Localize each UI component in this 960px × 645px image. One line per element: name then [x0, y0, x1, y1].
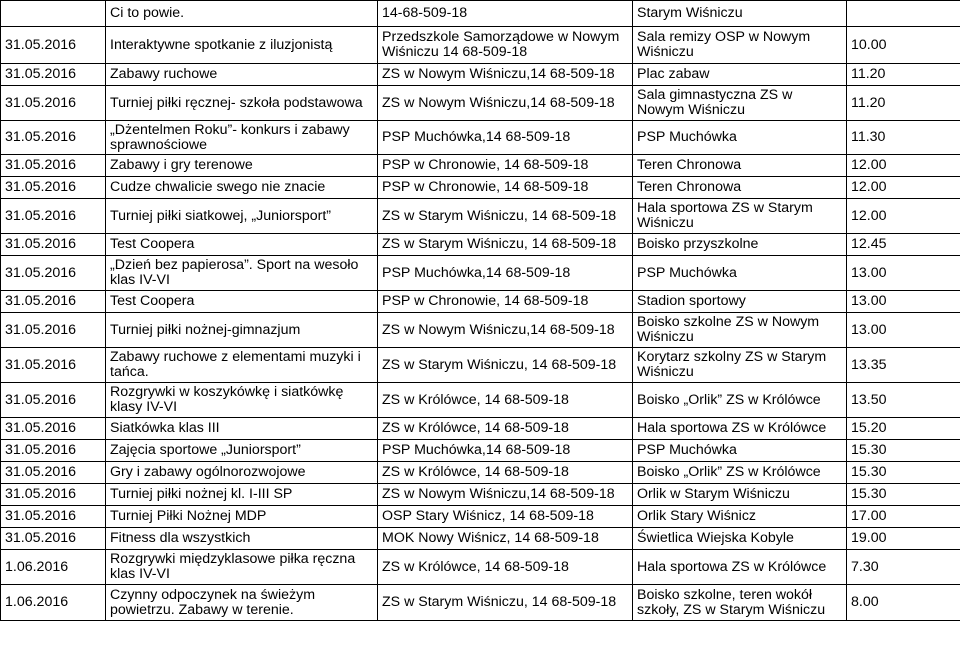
table-row [1, 585, 960, 621]
event-cell: Zajęcia sportowe „Juniorsport” [106, 440, 378, 462]
time-cell: 15.30 [847, 462, 960, 484]
organizer-cell: PSP w Chronowie, 14 68-509-18 [378, 291, 633, 313]
organizer-cell: Przedszkole Samorządowe w Nowym Wiśniczu 14 68-509-18 [378, 27, 633, 64]
place-cell: PSP Muchówka [633, 440, 847, 462]
table-row [1, 506, 960, 528]
organizer-cell: ZS w Królówce, 14 68-509-18 [378, 418, 633, 440]
organizer-cell: ZS w Nowym Wiśniczu,14 68-509-18 [378, 86, 633, 121]
table-row [1, 418, 960, 440]
event-cell: Turniej Piłki Nożnej MDP [106, 506, 378, 528]
place-cell: PSP Muchówka [633, 256, 847, 291]
table-row [1, 86, 960, 121]
place-cell: Orlik w Starym Wiśniczu [633, 484, 847, 506]
time-cell: 11.30 [847, 121, 960, 155]
event-cell: Turniej piłki siatkowej, „Juniorsport” [106, 199, 378, 234]
event-cell: „Dzień bez papierosa”. Sport na wesoło klas IV-VI [106, 256, 378, 291]
time-cell: 15.30 [847, 440, 960, 462]
place-cell: Hala sportowa ZS w Starym Wiśniczu [633, 199, 847, 234]
table-row [1, 256, 960, 291]
table-row [1, 528, 960, 550]
organizer-cell: ZS w Nowym Wiśniczu,14 68-509-18 [378, 64, 633, 86]
place-cell: Boisko szkolne, teren wokół szkoły, ZS w Starym Wiśniczu [633, 585, 847, 621]
date-cell: 31.05.2016 [1, 506, 106, 528]
place-cell: Świetlica Wiejska Kobyle [633, 528, 847, 550]
event-cell: Rozgrywki międzyklasowe piłka ręczna klas IV-VI [106, 550, 378, 585]
date-cell: 31.05.2016 [1, 177, 106, 199]
event-cell: Turniej piłki nożnej-gimnazjum [106, 313, 378, 348]
table-row [1, 291, 960, 313]
table-row [1, 462, 960, 484]
organizer-cell: PSP Muchówka,14 68-509-18 [378, 121, 633, 155]
table-row [1, 313, 960, 348]
time-cell: 12.00 [847, 177, 960, 199]
date-cell: 31.05.2016 [1, 348, 106, 383]
date-cell: 31.05.2016 [1, 291, 106, 313]
event-cell: Interaktywne spotkanie z iluzjonistą [106, 27, 378, 64]
event-cell: Fitness dla wszystkich [106, 528, 378, 550]
time-cell: 15.30 [847, 484, 960, 506]
table-row [1, 1, 960, 27]
event-cell: Turniej piłki nożnej kl. I-III SP [106, 484, 378, 506]
date-cell: 31.05.2016 [1, 484, 106, 506]
date-cell [1, 1, 106, 27]
date-cell: 31.05.2016 [1, 383, 106, 418]
date-cell: 31.05.2016 [1, 64, 106, 86]
date-cell: 31.05.2016 [1, 86, 106, 121]
place-cell: Boisko szkolne ZS w Nowym Wiśniczu [633, 313, 847, 348]
event-cell: Zabawy i gry terenowe [106, 155, 378, 177]
place-cell: Teren Chronowa [633, 177, 847, 199]
place-cell: Boisko „Orlik” ZS w Królówce [633, 383, 847, 418]
place-cell: Korytarz szkolny ZS w Starym Wiśniczu [633, 348, 847, 383]
place-cell: Boisko przyszkolne [633, 234, 847, 256]
table-row [1, 550, 960, 585]
date-cell: 31.05.2016 [1, 440, 106, 462]
time-cell: 13.00 [847, 291, 960, 313]
place-cell: Orlik Stary Wiśnicz [633, 506, 847, 528]
date-cell: 31.05.2016 [1, 256, 106, 291]
event-cell: Zabawy ruchowe z elementami muzyki i tańca. [106, 348, 378, 383]
date-cell: 31.05.2016 [1, 313, 106, 348]
date-cell: 31.05.2016 [1, 199, 106, 234]
table-row [1, 27, 960, 64]
organizer-cell: ZS w Starym Wiśniczu, 14 68-509-18 [378, 234, 633, 256]
organizer-cell: ZS w Nowym Wiśniczu,14 68-509-18 [378, 484, 633, 506]
event-cell: „Dżentelmen Roku”- konkurs i zabawy sprawnościowe [106, 121, 378, 155]
table-row [1, 484, 960, 506]
date-cell: 31.05.2016 [1, 121, 106, 155]
time-cell [847, 1, 960, 27]
event-cell: Test Coopera [106, 291, 378, 313]
event-cell: Test Coopera [106, 234, 378, 256]
table-row [1, 177, 960, 199]
table-row [1, 440, 960, 462]
time-cell: 13.50 [847, 383, 960, 418]
event-cell: Gry i zabawy ogólnorozwojowe [106, 462, 378, 484]
organizer-cell: 14-68-509-18 [378, 1, 633, 27]
organizer-cell: ZS w Starym Wiśniczu, 14 68-509-18 [378, 585, 633, 621]
place-cell: Starym Wiśniczu [633, 1, 847, 27]
date-cell: 31.05.2016 [1, 27, 106, 64]
place-cell: Hala sportowa ZS w Królówce [633, 418, 847, 440]
organizer-cell: ZS w Królówce, 14 68-509-18 [378, 383, 633, 418]
place-cell: Boisko „Orlik” ZS w Królówce [633, 462, 847, 484]
time-cell: 10.00 [847, 27, 960, 64]
schedule-body [1, 1, 960, 621]
place-cell: Teren Chronowa [633, 155, 847, 177]
event-cell: Cudze chwalicie swego nie znacie [106, 177, 378, 199]
organizer-cell: ZS w Starym Wiśniczu, 14 68-509-18 [378, 199, 633, 234]
table-row [1, 155, 960, 177]
time-cell: 11.20 [847, 64, 960, 86]
date-cell: 1.06.2016 [1, 585, 106, 621]
place-cell: Stadion sportowy [633, 291, 847, 313]
organizer-cell: ZS w Nowym Wiśniczu,14 68-509-18 [378, 313, 633, 348]
organizer-cell: ZS w Królówce, 14 68-509-18 [378, 462, 633, 484]
organizer-cell: ZS w Starym Wiśniczu, 14 68-509-18 [378, 348, 633, 383]
table-row [1, 234, 960, 256]
organizer-cell: PSP Muchówka,14 68-509-18 [378, 440, 633, 462]
place-cell: Sala gimnastyczna ZS w Nowym Wiśniczu [633, 86, 847, 121]
time-cell: 12.00 [847, 199, 960, 234]
table-row [1, 348, 960, 383]
place-cell: Hala sportowa ZS w Królówce [633, 550, 847, 585]
date-cell: 1.06.2016 [1, 550, 106, 585]
organizer-cell: ZS w Królówce, 14 68-509-18 [378, 550, 633, 585]
organizer-cell: MOK Nowy Wiśnicz, 14 68-509-18 [378, 528, 633, 550]
date-cell: 31.05.2016 [1, 155, 106, 177]
event-cell: Siatkówka klas III [106, 418, 378, 440]
event-cell: Turniej piłki ręcznej- szkoła podstawowa [106, 86, 378, 121]
time-cell: 13.35 [847, 348, 960, 383]
organizer-cell: OSP Stary Wiśnicz, 14 68-509-18 [378, 506, 633, 528]
time-cell: 13.00 [847, 256, 960, 291]
time-cell: 12.00 [847, 155, 960, 177]
time-cell: 12.45 [847, 234, 960, 256]
table-row [1, 383, 960, 418]
date-cell: 31.05.2016 [1, 234, 106, 256]
time-cell: 15.20 [847, 418, 960, 440]
table-row [1, 199, 960, 234]
event-cell: Zabawy ruchowe [106, 64, 378, 86]
event-cell: Rozgrywki w koszykówkę i siatkówkę klasy IV-VI [106, 383, 378, 418]
event-cell: Ci to powie. [106, 1, 378, 27]
time-cell: 13.00 [847, 313, 960, 348]
event-cell: Czynny odpoczynek na świeżym powietrzu. Zabawy w terenie. [106, 585, 378, 621]
time-cell: 19.00 [847, 528, 960, 550]
organizer-cell: PSP Muchówka,14 68-509-18 [378, 256, 633, 291]
date-cell: 31.05.2016 [1, 462, 106, 484]
date-cell: 31.05.2016 [1, 528, 106, 550]
place-cell: PSP Muchówka [633, 121, 847, 155]
organizer-cell: PSP w Chronowie, 14 68-509-18 [378, 177, 633, 199]
time-cell: 17.00 [847, 506, 960, 528]
time-cell: 11.20 [847, 86, 960, 121]
place-cell: Sala remizy OSP w Nowym Wiśniczu [633, 27, 847, 64]
place-cell: Plac zabaw [633, 64, 847, 86]
table-row [1, 121, 960, 155]
time-cell: 8.00 [847, 585, 960, 621]
date-cell: 31.05.2016 [1, 418, 106, 440]
organizer-cell: PSP w Chronowie, 14 68-509-18 [378, 155, 633, 177]
time-cell: 7.30 [847, 550, 960, 585]
table-row [1, 64, 960, 86]
